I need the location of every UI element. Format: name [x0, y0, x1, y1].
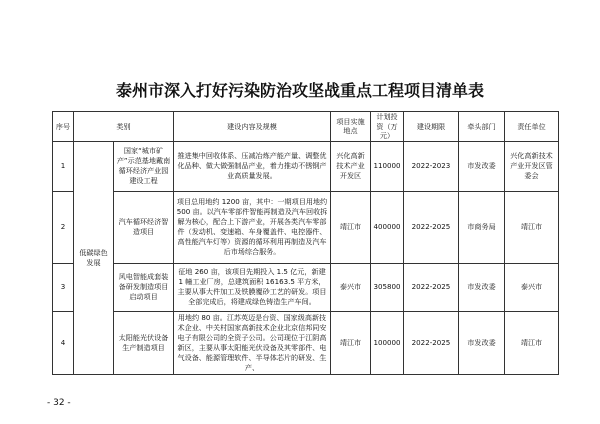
- project-name: 汽车循环经济智造项目: [114, 191, 174, 263]
- row-no: 3: [53, 263, 74, 311]
- row-no: 4: [53, 311, 74, 374]
- category-cell: 低碳绿色发展: [74, 141, 114, 374]
- header-row: [53, 112, 559, 142]
- project-content: 项目总用地约 1200 亩，其中：一期项目用地约 500 亩。以汽车零部件智能再制造及汽车回收拆解为核心，配合上下游产业，开展各类汽车零部件（发动机、变速箱、车身覆盖件、电控器件、高性能汽车灯等）资源的循环利用再制造及汽车后市场综合服务。: [174, 191, 331, 263]
- table-row: [53, 141, 559, 191]
- project-responsible: 泰兴市: [505, 263, 559, 311]
- project-lead-dept: 市发改委: [459, 311, 505, 374]
- project-location: 靖江市: [331, 311, 371, 374]
- row-no: 2: [53, 191, 74, 263]
- header-no: 序号: [53, 112, 74, 142]
- project-content: 用地约 80 亩。江苏英迈是台资、国家级高新技术企业、中关村国家高新技术企业北京信邦同安电子有限公司的全资子公司。公司现位于江阴高新区，主要从事太阳能光伏设备及其零部件、电气设备、能源管理软件、半导体芯片的研发、生产、: [174, 311, 331, 374]
- project-name: 太阳能光伏设备生产制造项目: [114, 311, 174, 374]
- project-lead-dept: 市发改委: [459, 141, 505, 191]
- project-lead-dept: 市商务局: [459, 191, 505, 263]
- project-investment: 305800: [371, 263, 404, 311]
- project-location: 兴化高新技术产业开发区: [331, 141, 371, 191]
- project-period: 2022-2025: [404, 311, 459, 374]
- header-period: 建设期限: [404, 112, 459, 142]
- project-investment: 100000: [371, 311, 404, 374]
- project-responsible: 靖江市: [505, 311, 559, 374]
- header-responsible: 责任单位: [505, 112, 559, 142]
- project-lead-dept: 市发改委: [459, 263, 505, 311]
- project-investment: 110000: [371, 141, 404, 191]
- table-row: [53, 191, 559, 263]
- project-period: 2022-2023: [404, 141, 459, 191]
- header-location: 项目实施地点: [331, 112, 371, 142]
- project-name: 风电智能成套装备研发制造项目启动项目: [114, 263, 174, 311]
- project-name: 国家“城市矿产”示范基地戴南循环经济产业园建设工程: [114, 141, 174, 191]
- project-location: 泰兴市: [331, 263, 371, 311]
- header-lead-dept: 牵头部门: [459, 112, 505, 142]
- header-investment: 计划投资（万元）: [371, 112, 404, 142]
- page-number: - 32 -: [47, 398, 71, 408]
- table-row: [53, 311, 559, 374]
- page-title: 泰州市深入打好污染防治攻坚战重点工程项目清单表: [115, 81, 484, 100]
- project-responsible: 兴化高新技术产业开发区管委会: [505, 141, 559, 191]
- project-content: 推进集中回收体系、压减冶炼产能产量、调整优化品种、做大做强制品产业，着力推动不锈钢产业高质量发展。: [174, 141, 331, 191]
- header-category: 类别: [74, 112, 174, 142]
- project-table: [52, 111, 559, 375]
- project-content: 征地 260 亩，该项目先期投入 1.5 亿元，新建 1 幢工业厂房，总建筑面积 16163.5 平方米，主要从事大件加工及铁膜覆砂工艺的研发。项目全部完成后，将建成绿色铸造生产车间。: [174, 263, 331, 311]
- project-period: 2022-2025: [404, 191, 459, 263]
- row-no: 1: [53, 141, 74, 191]
- project-investment: 400000: [371, 191, 404, 263]
- project-period: 2022-2025: [404, 263, 459, 311]
- project-location: 靖江市: [331, 191, 371, 263]
- header-content: 建设内容及规模: [174, 112, 331, 142]
- project-responsible: 靖江市: [505, 191, 559, 263]
- table-row: [53, 263, 559, 311]
